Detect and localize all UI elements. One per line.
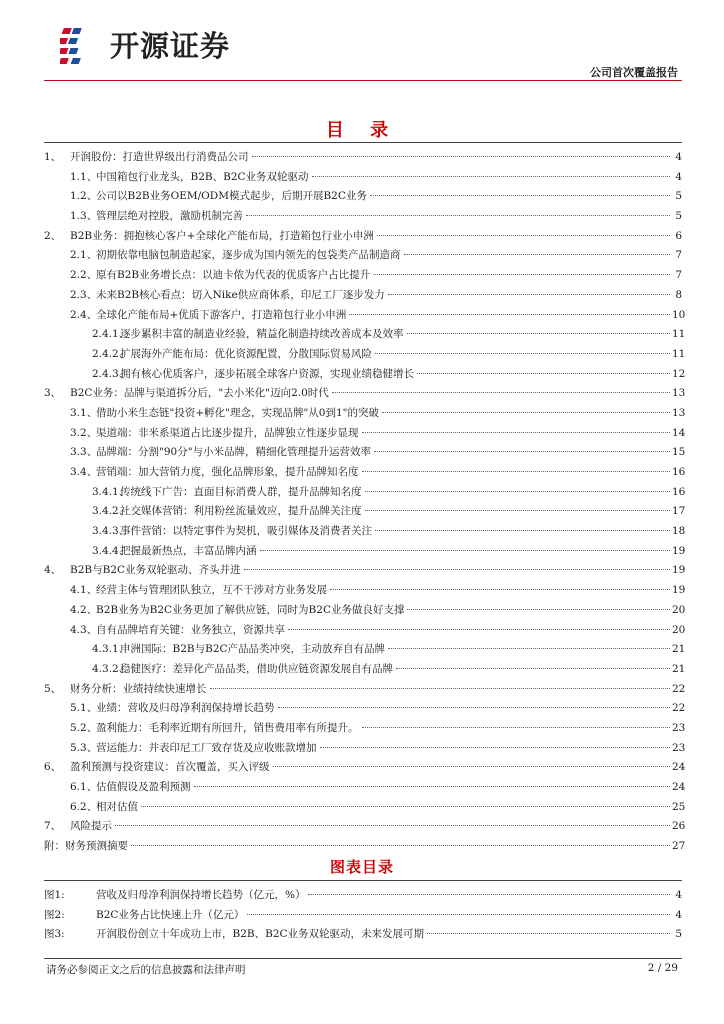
toc-entry-number: 3.4.3、 <box>92 525 130 538</box>
figure-entry-leader <box>308 894 670 895</box>
toc-entry-title: 附：财务预测摘要 <box>44 840 128 853</box>
toc-entry-number: 3.4、 <box>70 466 98 478</box>
toc-entry-leader <box>417 373 670 374</box>
toc-entry[interactable] <box>44 266 682 286</box>
toc-entry-page: 17 <box>672 505 686 518</box>
toc-entry-leader <box>273 766 671 767</box>
toc-entry-leader <box>278 707 671 708</box>
toc-entry[interactable] <box>44 443 686 463</box>
toc-entry[interactable] <box>44 168 682 188</box>
toc-entry-page: 7 <box>675 269 682 282</box>
toc-entry-leader <box>407 333 671 334</box>
toc-entry[interactable] <box>44 404 686 424</box>
toc-entry-number: 2.4.2、 <box>92 347 130 360</box>
toc-entry-page: 16 <box>672 466 686 478</box>
toc-entry-title: 扩展海外产能布局：优化资源配置，分散国际贸易风险 <box>120 347 372 360</box>
toc-entry-title: B2B业务：拥抱核心客户+全球化产能布局，打造箱包行业小申洲 <box>70 229 374 242</box>
toc-entry[interactable] <box>44 699 686 719</box>
figure-entry-page: 4 <box>675 889 682 901</box>
toc-entry-number: 3.1、 <box>70 406 98 419</box>
toc-entry-number: 1.2、 <box>70 190 98 203</box>
toc-entry-number: 5.3、 <box>70 741 98 754</box>
toc-entry-page: 13 <box>672 387 686 400</box>
toc-entry-title: 品牌端：分割"90分"与小米品牌，精细化管理提升运营效率 <box>96 446 372 459</box>
toc-entry-leader <box>388 294 670 295</box>
toc-entry-page: 15 <box>672 446 686 459</box>
toc-entry-leader <box>374 451 670 452</box>
toc-entry[interactable] <box>44 581 686 601</box>
toc-entry[interactable] <box>44 207 682 227</box>
toc-entry[interactable] <box>44 227 682 247</box>
toc-entry[interactable] <box>44 660 686 680</box>
toc-entry-title: 业绩：营收及归母净利润保持增长趋势 <box>96 702 275 715</box>
toc-entry-page: 14 <box>672 426 686 439</box>
footer-page-number: 2 / 29 <box>647 962 678 974</box>
toc-entry-page: 22 <box>672 682 686 695</box>
toc-title: 目 录 <box>325 120 399 141</box>
toc-entry-title: 营运能力：并表印尼工厂致存货及应收账款增加 <box>96 741 317 754</box>
toc-entry-title: B2C业务：品牌与渠道拆分后，"去小米化"迈向2.0时代 <box>70 387 329 400</box>
toc-entry-number: 3.4.4、 <box>92 544 130 557</box>
toc-entry[interactable] <box>44 817 686 837</box>
toc-entry-page: 20 <box>672 623 686 636</box>
toc-entry-number: 1.3、 <box>70 210 98 223</box>
toc-entry-leader <box>365 491 671 492</box>
toc-entry-page: 21 <box>672 662 686 675</box>
toc-entry-page: 19 <box>672 544 686 557</box>
toc-entry-number: 2.4.3、 <box>92 367 130 380</box>
toc-entry-page: 16 <box>672 485 686 498</box>
toc-entry[interactable] <box>44 365 686 385</box>
toc-entry-leader <box>407 609 670 610</box>
toc-entry-title: 事件营销：以特定事件为契机，吸引媒体及消费者关注 <box>120 525 372 538</box>
toc-entry-title: 自有品牌培育关键：业务独立，资源共享 <box>96 623 285 636</box>
figure-entry-number: 图3: <box>44 928 65 941</box>
toc-entry-leader <box>370 195 670 196</box>
toc-entry-title: 申洲国际：B2B与B2C产品品类冲突，主动放弃自有品牌 <box>120 643 386 656</box>
toc-entry[interactable] <box>44 306 686 326</box>
toc-entry-page: 6 <box>675 229 682 242</box>
toc-entry-number: 1、 <box>44 151 62 163</box>
figure-entry-title: 营收及归母净利润保持增长趋势（亿元，%） <box>96 889 306 901</box>
toc-entry-leader <box>373 274 670 275</box>
toc-entry[interactable] <box>44 739 686 759</box>
toc-entry[interactable] <box>44 561 686 581</box>
toc-entry-number: 3.4.2、 <box>92 505 130 518</box>
toc-entry-number: 4.1、 <box>70 584 98 597</box>
toc-entry-number: 6、 <box>44 761 62 774</box>
toc-entry-page: 23 <box>672 741 686 754</box>
toc-entry-title: 传统线下广告：直面目标消费人群，提升品牌知名度 <box>120 485 362 498</box>
toc-entry-title: 借助小米生态链"投资+孵化"理念，实现品牌"从0到1"的突破 <box>96 406 379 419</box>
toc-entry[interactable] <box>44 424 686 444</box>
toc-entry-page: 12 <box>672 367 686 380</box>
toc-entry-title: 盈利能力：毛利率近期有所回升，销售费用率有所提升。 <box>96 721 359 734</box>
toc-entry-leader <box>312 176 670 177</box>
brand-name: 开源证券 <box>110 28 231 63</box>
toc-entry-number: 3、 <box>44 387 62 400</box>
toc-entry-leader <box>375 530 670 531</box>
toc-entry-leader <box>388 648 670 649</box>
toc-entry-title: B2B与B2C业务双轮驱动、齐头并进 <box>70 564 241 577</box>
toc-entry[interactable] <box>44 384 686 404</box>
toc-entry-number: 4.3.1、 <box>92 643 130 656</box>
toc-entry-leader <box>404 254 671 255</box>
figure-list-title: 图表目录 <box>329 858 394 876</box>
toc-entry-title: 初期依靠电脑包制造起家，逐步成为国内领先的包袋类产品制造商 <box>96 249 401 262</box>
toc-entry-number: 5.1、 <box>70 702 98 715</box>
footer-divider <box>44 958 682 959</box>
toc-entry-leader <box>396 668 670 669</box>
figure-list <box>44 886 682 945</box>
toc-entry-leader <box>382 412 670 413</box>
toc-entry[interactable] <box>44 325 686 345</box>
toc-entry-page: 5 <box>675 210 682 223</box>
report-type: 公司首次覆盖报告 <box>590 66 678 79</box>
toc-entry[interactable] <box>44 680 686 700</box>
toc-entry-number: 4.3、 <box>70 623 98 636</box>
toc-entry[interactable] <box>44 502 686 522</box>
toc-entry-title: 管理层绝对控股，激励机制完善 <box>96 210 243 223</box>
toc-entry-title: 风险提示 <box>70 820 112 833</box>
toc-entry-leader <box>362 471 671 472</box>
toc-entry-leader <box>288 629 670 630</box>
figure-entry-title: B2C业务占比快速上升（亿元） <box>96 908 245 921</box>
toc-entry[interactable] <box>44 542 686 562</box>
toc-entry-title: 原有B2B业务增长点：以迪卡侬为代表的优质客户占比提升 <box>96 269 371 282</box>
toc-entry-page: 19 <box>672 584 686 597</box>
toc-entry-page: 25 <box>672 800 686 813</box>
toc-entry-number: 3.3、 <box>70 446 98 459</box>
toc-entry-number: 2.3、 <box>70 288 98 301</box>
brand-logo <box>60 22 230 66</box>
toc-entry-page: 27 <box>672 840 686 853</box>
figure-list-top-rule <box>44 880 682 881</box>
figure-entry-leader <box>247 914 670 915</box>
toc-entry-title: 财务分析：业绩持续快速增长 <box>70 682 207 695</box>
toc-entry-number: 2.2、 <box>70 269 98 282</box>
toc-entry-leader <box>362 432 671 433</box>
figure-entry-leader <box>427 933 670 934</box>
toc-entry-leader <box>131 845 670 846</box>
toc-entry-number: 2.4、 <box>70 308 98 321</box>
toc-entry-page: 20 <box>672 603 686 616</box>
toc-entry[interactable] <box>44 463 686 483</box>
toc-entry-leader <box>332 392 670 393</box>
figure-entry[interactable] <box>44 906 682 926</box>
toc-entry[interactable] <box>44 286 682 306</box>
toc-entry-page: 7 <box>675 249 682 262</box>
toc-entry-leader <box>244 569 670 570</box>
toc-entry-number: 3.4.1、 <box>92 485 130 498</box>
toc-entry[interactable] <box>44 719 686 739</box>
toc-entry-title: 盈利预测与投资建议：首次覆盖，买入评级 <box>70 761 270 774</box>
toc-entry-number: 2.1、 <box>70 249 98 262</box>
toc-entry-page: 24 <box>672 781 686 793</box>
toc-entry-page: 26 <box>672 820 686 833</box>
toc-entry-page: 4 <box>675 170 682 183</box>
toc-entry-title: 全球化产能布局+优质下游客户，打造箱包行业小申洲 <box>96 308 347 321</box>
toc-entry-page: 8 <box>675 288 682 301</box>
toc-entry-number: 2、 <box>44 229 62 242</box>
toc-top-rule <box>44 142 682 143</box>
toc-entry[interactable] <box>44 483 686 503</box>
toc-entry-number: 6.1、 <box>70 781 98 793</box>
toc-entry-page: 4 <box>675 151 682 163</box>
toc-entry-number: 4.3.2、 <box>92 662 130 675</box>
toc-entry-leader <box>194 786 671 787</box>
figure-entry[interactable] <box>44 886 682 906</box>
toc-entry-leader <box>362 727 671 728</box>
toc-entry[interactable] <box>44 778 686 798</box>
toc-entry-title: 公司以B2B业务OEM/ODM模式起步，后期开展B2C业务 <box>96 190 367 203</box>
toc-entry-page: 22 <box>672 702 686 715</box>
toc-entry-leader <box>330 589 670 590</box>
toc-entry-page: 5 <box>675 190 682 203</box>
figure-entry-number: 图2: <box>44 908 65 921</box>
toc-entry-leader <box>252 156 671 157</box>
page-header <box>0 0 724 86</box>
toc-entry-title: 逐步累积丰富的制造业经验，精益化制造持续改善成本及效率 <box>120 328 404 341</box>
toc-entry[interactable] <box>44 601 686 621</box>
toc-entry-title: 把握最新热点，丰富品牌内涵 <box>120 544 257 557</box>
toc-entry-number: 7、 <box>44 820 62 833</box>
toc-entry-title: 经营主体与管理团队独立，互不干涉对方业务发展 <box>96 584 327 597</box>
table-of-contents <box>44 148 686 857</box>
header-divider <box>44 80 682 81</box>
toc-entry-page: 11 <box>672 347 686 360</box>
toc-entry-page: 10 <box>672 308 686 321</box>
toc-entry-title: 拥有核心优质客户，逐步拓展全球客户资源，实现业绩稳健增长 <box>120 367 414 380</box>
toc-entry[interactable] <box>44 798 686 818</box>
toc-entry-number: 4、 <box>44 564 62 577</box>
toc-entry[interactable] <box>44 758 686 778</box>
toc-entry-title: 开润股份：打造世界级出行消费品公司 <box>70 151 249 163</box>
toc-entry-title: 未来B2B核心看点：切入Nike供应商体系，印尼工厂逐步发力 <box>96 288 385 301</box>
toc-entry[interactable] <box>44 522 686 542</box>
toc-entry-leader <box>260 550 671 551</box>
toc-entry-leader <box>115 825 670 826</box>
toc-entry-number: 5.2、 <box>70 721 98 734</box>
toc-entry-number: 3.2、 <box>70 426 98 439</box>
toc-entry-title: 社交媒体营销：利用粉丝流量效应，提升品牌关注度 <box>120 505 362 518</box>
toc-entry-number: 4.2、 <box>70 603 98 616</box>
toc-entry-page: 19 <box>672 564 686 577</box>
figure-entry-title: 开润股份创立十年成功上市，B2B、B2C业务双轮驱动，未来发展可期 <box>96 928 425 941</box>
toc-entry[interactable] <box>44 345 686 365</box>
toc-entry-leader <box>349 314 670 315</box>
toc-entry-leader <box>210 688 671 689</box>
toc-entry[interactable] <box>44 837 686 857</box>
toc-entry-page: 18 <box>672 525 686 538</box>
figure-entry-number: 图1: <box>44 889 65 901</box>
toc-entry-page: 11 <box>672 328 686 341</box>
toc-entry-title: 相对估值 <box>96 800 138 813</box>
figure-entry[interactable] <box>44 925 682 945</box>
toc-entry-number: 1.1、 <box>70 170 98 183</box>
toc-entry-title: 估值假设及盈利预测 <box>96 781 191 793</box>
toc-entry-page: 13 <box>672 406 686 419</box>
toc-entry-number: 5、 <box>44 682 62 695</box>
toc-entry[interactable] <box>44 640 686 660</box>
toc-entry[interactable] <box>44 246 682 266</box>
toc-entry-page: 23 <box>672 721 686 734</box>
toc-entry-title: B2B业务为B2C业务更加了解供应链，同时为B2C业务做良好支撑 <box>96 603 405 616</box>
toc-entry-title: 渠道端：非米系渠道占比逐步提升，品牌独立性逐步显现 <box>96 426 359 439</box>
toc-entry-page: 21 <box>672 643 686 656</box>
toc-entry-page: 24 <box>672 761 686 774</box>
toc-entry-leader <box>375 353 670 354</box>
toc-entry-title: 营销端：加大营销力度，强化品牌形象，提升品牌知名度 <box>96 466 359 478</box>
toc-entry-number: 2.4.1、 <box>92 328 130 341</box>
toc-entry[interactable] <box>44 621 686 641</box>
figure-entry-page: 4 <box>675 908 682 921</box>
toc-entry-leader <box>320 747 671 748</box>
toc-entry-title: 中国箱包行业龙头，B2B、B2C业务双轮驱动 <box>96 170 309 183</box>
toc-entry[interactable] <box>44 187 682 207</box>
footer-disclaimer: 请务必参阅正文之后的信息披露和法律声明 <box>46 964 246 976</box>
toc-entry-leader <box>377 235 670 236</box>
toc-entry-leader <box>246 215 670 216</box>
toc-entry-number: 6.2、 <box>70 800 98 813</box>
toc-entry-leader <box>365 510 671 511</box>
toc-entry[interactable] <box>44 148 682 168</box>
toc-entry-leader <box>141 806 670 807</box>
toc-entry-title: 稳健医疗：差异化产品品类，借助供应链资源发展自有品牌 <box>120 662 393 675</box>
logo-mark-icon <box>60 22 104 66</box>
figure-entry-page: 5 <box>675 928 682 941</box>
